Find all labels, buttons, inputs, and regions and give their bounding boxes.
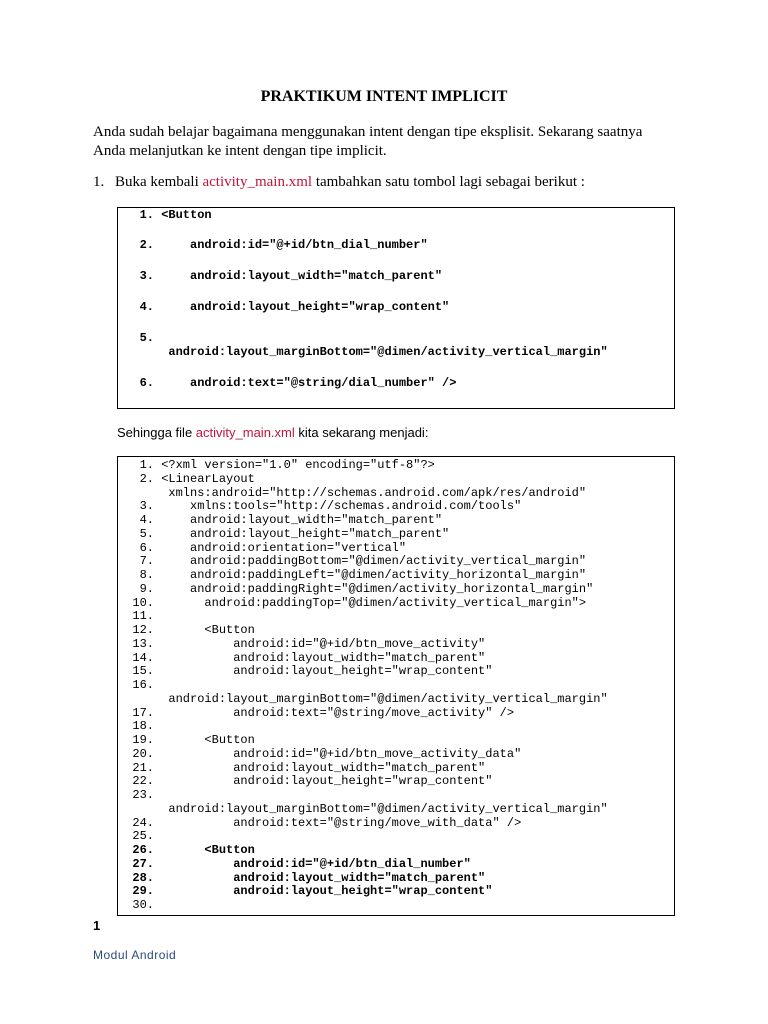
code-line: android:layout_marginBottom="@dimen/activity_vertical_margin" bbox=[118, 345, 608, 359]
code-line: 1. <?xml version="1.0" encoding="utf-8"?> bbox=[118, 458, 435, 472]
code-line: 5. bbox=[118, 331, 155, 345]
subhead-text-before: Sehingga file bbox=[117, 425, 196, 440]
code-line: 8. android:paddingLeft="@dimen/activity_horizontal_margin" bbox=[118, 568, 587, 582]
code-line: 2. android:id="@+id/btn_dial_number" bbox=[118, 238, 428, 252]
code-line: 5. android:layout_height="match_parent" bbox=[118, 527, 450, 541]
code-line: 24. android:text="@string/move_with_data" /> bbox=[118, 816, 522, 830]
code-line: 6. android:orientation="vertical" bbox=[118, 541, 407, 555]
code-line: 15. android:layout_height="wrap_content" bbox=[118, 664, 493, 678]
step-number: 1. bbox=[93, 174, 105, 190]
code-line: 4. android:layout_height="wrap_content" bbox=[118, 300, 450, 314]
code-line: 30. bbox=[118, 898, 155, 912]
page-number: 1 bbox=[93, 918, 101, 933]
code-line: 21. android:layout_width="match_parent" bbox=[118, 761, 486, 775]
code-line: 10. android:paddingTop="@dimen/activity_vertical_margin"> bbox=[118, 596, 587, 610]
code-line: 26. <Button bbox=[118, 843, 255, 857]
code-line: 3. android:layout_width="match_parent" bbox=[118, 269, 443, 283]
code-line: 20. android:id="@+id/btn_move_activity_data" bbox=[118, 747, 522, 761]
code-line: xmlns:android="http://schemas.android.com/apk/res/android" bbox=[118, 486, 587, 500]
step-1 bbox=[93, 174, 585, 191]
code-line: 14. android:layout_width="match_parent" bbox=[118, 651, 486, 665]
code-line: 3. xmlns:tools="http://schemas.android.com/tools" bbox=[118, 499, 522, 513]
footer-text: Modul Android bbox=[93, 948, 177, 962]
code-line: 1. <Button bbox=[118, 208, 212, 222]
code-line: 27. android:id="@+id/btn_dial_number" bbox=[118, 857, 471, 871]
page-title: PRAKTIKUM INTENT IMPLICIT bbox=[260, 88, 508, 105]
intro-paragraph bbox=[93, 123, 673, 161]
code-line: 23. bbox=[118, 788, 155, 802]
code-line: 9. android:paddingRight="@dimen/activity_horizontal_margin" bbox=[118, 582, 594, 596]
subhead-file-name: activity_main.xml bbox=[195, 425, 295, 440]
code-block-full-layout bbox=[117, 456, 675, 916]
intro-line-2: Anda melanjutkan ke intent dengan tipe implicit. bbox=[93, 143, 387, 159]
code-line: 16. bbox=[118, 678, 155, 692]
code-line: 2. <LinearLayout bbox=[118, 472, 255, 486]
code-line: 28. android:layout_width="match_parent" bbox=[118, 871, 486, 885]
code-line: 6. android:text="@string/dial_number" /> bbox=[118, 376, 457, 390]
subhead-text-after: kita sekarang menjadi: bbox=[294, 425, 429, 440]
code-line: 13. android:id="@+id/btn_move_activity" bbox=[118, 637, 486, 651]
code-line: 29. android:layout_height="wrap_content" bbox=[118, 884, 493, 898]
code-line: 19. <Button bbox=[118, 733, 255, 747]
section-subheading bbox=[117, 425, 428, 440]
code-block-button bbox=[117, 207, 675, 409]
step-text-before: Buka kembali bbox=[115, 174, 203, 190]
code-line: 22. android:layout_height="wrap_content" bbox=[118, 774, 493, 788]
code-line: 25. bbox=[118, 829, 155, 843]
code-line: 11. bbox=[118, 609, 155, 623]
code-line: 12. <Button bbox=[118, 623, 255, 637]
code-line: 7. android:paddingBottom="@dimen/activity_vertical_margin" bbox=[118, 554, 587, 568]
code-line: android:layout_marginBottom="@dimen/activity_vertical_margin" bbox=[118, 802, 608, 816]
code-line: 17. android:text="@string/move_activity" /> bbox=[118, 706, 515, 720]
code-line: 18. bbox=[118, 719, 155, 733]
code-line: 4. android:layout_width="match_parent" bbox=[118, 513, 443, 527]
step-file-name: activity_main.xml bbox=[202, 174, 313, 190]
code-line: android:layout_marginBottom="@dimen/activity_vertical_margin" bbox=[118, 692, 608, 706]
intro-line-1: Anda sudah belajar bagaimana menggunakan intent dengan tipe eksplisit. Sekarang saatnya bbox=[93, 124, 643, 140]
step-text-after: tambahkan satu tombol lagi sebagai berikut : bbox=[312, 174, 585, 190]
